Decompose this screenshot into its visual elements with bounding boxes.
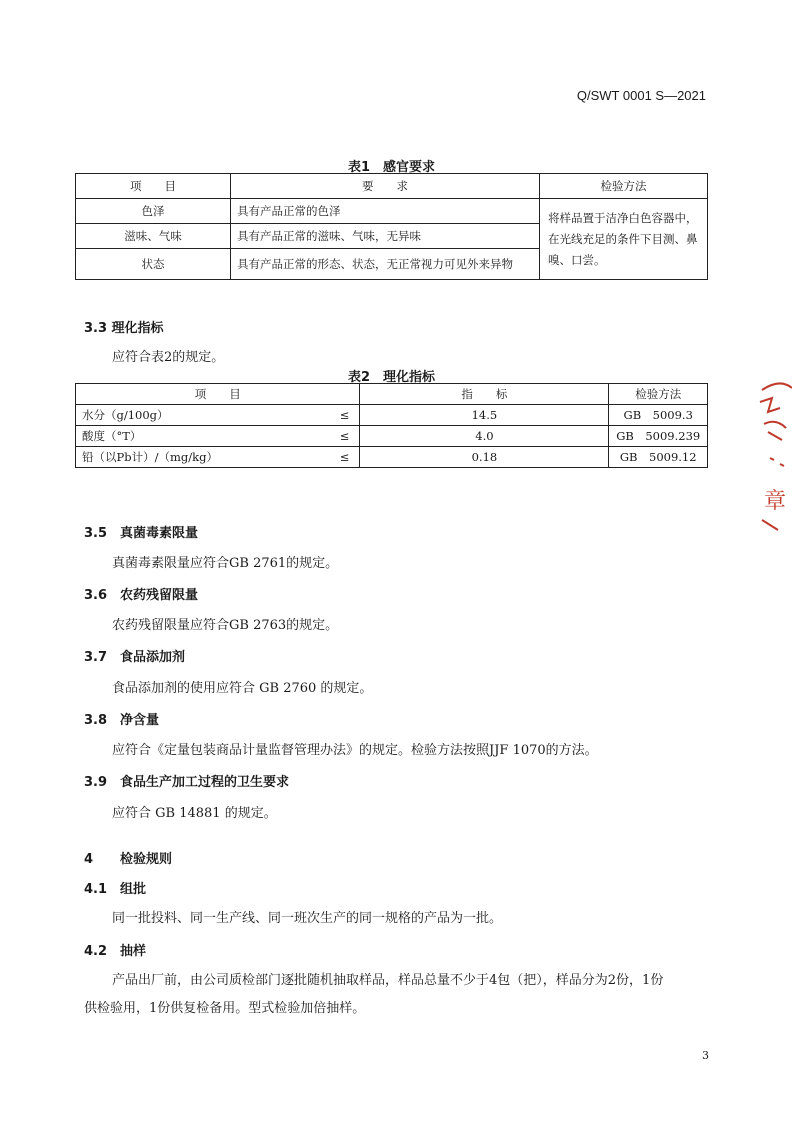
section-text: 农药残留限量应符合GB 2763的规定。 [112,618,339,633]
table-row [76,405,708,426]
chapter-number: 4 [84,852,94,867]
standard-code: Q/SWT 0001 S—2021 [576,88,706,103]
table-cell: 酸度（°T） [76,426,318,447]
section-heading [84,771,289,790]
column-header: 检验方法 [609,384,708,405]
section-heading [84,878,146,897]
section-text: 真菌毒素限量应符合GB 2761的规定。 [112,556,339,571]
table-cell: 滋味、气味 [76,224,231,249]
section-title: 组批 [120,882,147,897]
table-cell: 水分（g/100g） [76,405,318,426]
page-number: 3 [702,1049,709,1062]
table-cell: 14.5 [360,405,609,426]
table-cell: 具有产品正常的色泽 [231,199,540,224]
section-title: 农药残留限量 [120,588,199,603]
table-cell: GB 5009.12 [609,447,708,468]
table-row [76,199,708,224]
section-heading: 3.3 理化指标 [84,321,164,336]
section-title: 食品生产加工过程的卫生要求 [120,775,290,790]
section-number: 3.7 [84,650,108,665]
section-heading [84,709,159,728]
section-text: 食品添加剂的使用应符合 GB 2760 的规定。 [112,681,373,696]
method-cell [540,199,708,280]
table-cell: 色泽 [76,199,231,224]
seal-stamp [758,380,792,540]
table-header-row [76,384,708,405]
method-line: 嗅、口尝。 [548,252,606,267]
section-number: 4.1 [84,882,108,897]
table-cell: 0.18 [360,447,609,468]
column-header: 项 目 [76,174,231,199]
column-header: 项 目 [76,384,360,405]
column-header: 检验方法 [540,174,708,199]
section-text: 应符合 GB 14881 的规定。 [112,806,277,821]
physicochemical-table [75,383,708,468]
table-cell: GB 5009.3 [609,405,708,426]
section-text: 应符合表2的规定。 [112,350,225,365]
section-title: 真菌毒素限量 [120,526,199,541]
section-text: 同一批投料、同一生产线、同一班次生产的同一规格的产品为一批。 [112,911,503,926]
table-cell: ≤ [317,405,360,426]
section-number: 3.8 [84,713,108,728]
table-row [76,426,708,447]
section-title: 食品添加剂 [120,650,186,665]
section-heading [84,940,146,959]
section-number: 3.6 [84,588,108,603]
section-title: 净含量 [120,713,160,728]
section-number: 3.5 [84,526,108,541]
table-cell: ≤ [317,447,360,468]
table-row [76,447,708,468]
chapter-heading [84,848,172,867]
section-heading [84,584,198,603]
method-line: 在光线充足的条件下目测、鼻 [548,231,698,246]
section-text-line: 供检验用，1份供复检备用。型式检验加倍抽样。 [84,1001,366,1016]
column-header: 指 标 [360,384,609,405]
table-cell: 具有产品正常的滋味、气味，无异味 [231,224,540,249]
section-text: 应符合《定量包装商品计量监督管理办法》的规定。检验方法按照JJF 1070的方法。 [112,743,598,758]
seal-text: 章 [764,489,787,514]
section-heading [84,646,185,665]
table1-caption: 表1 感官要求 [347,160,436,175]
table-cell: 状态 [76,249,231,280]
section-heading [84,522,198,541]
table-cell: 铅（以Pb计）/（mg/kg） [76,447,318,468]
method-line: 将样品置于洁净白色容器中， [548,210,698,225]
table-header-row [76,174,708,199]
column-header: 要 求 [231,174,540,199]
table2-caption: 表2 理化指标 [347,370,436,385]
table-cell: 4.0 [360,426,609,447]
chapter-title: 检验规则 [120,852,173,867]
table-cell: ≤ [317,426,360,447]
sensory-requirements-table [75,173,708,280]
section-title: 抽样 [120,944,147,959]
section-number: 4.2 [84,944,108,959]
table-cell: GB 5009.239 [609,426,708,447]
section-number: 3.9 [84,775,108,790]
section-text-line: 产品出厂前，由公司质检部门逐批随机抽取样品，样品总量不少于4包（把），样品分为2份，1份 [112,973,664,988]
table-cell: 具有产品正常的形态、状态，无正常视力可见外来异物 [231,249,540,280]
